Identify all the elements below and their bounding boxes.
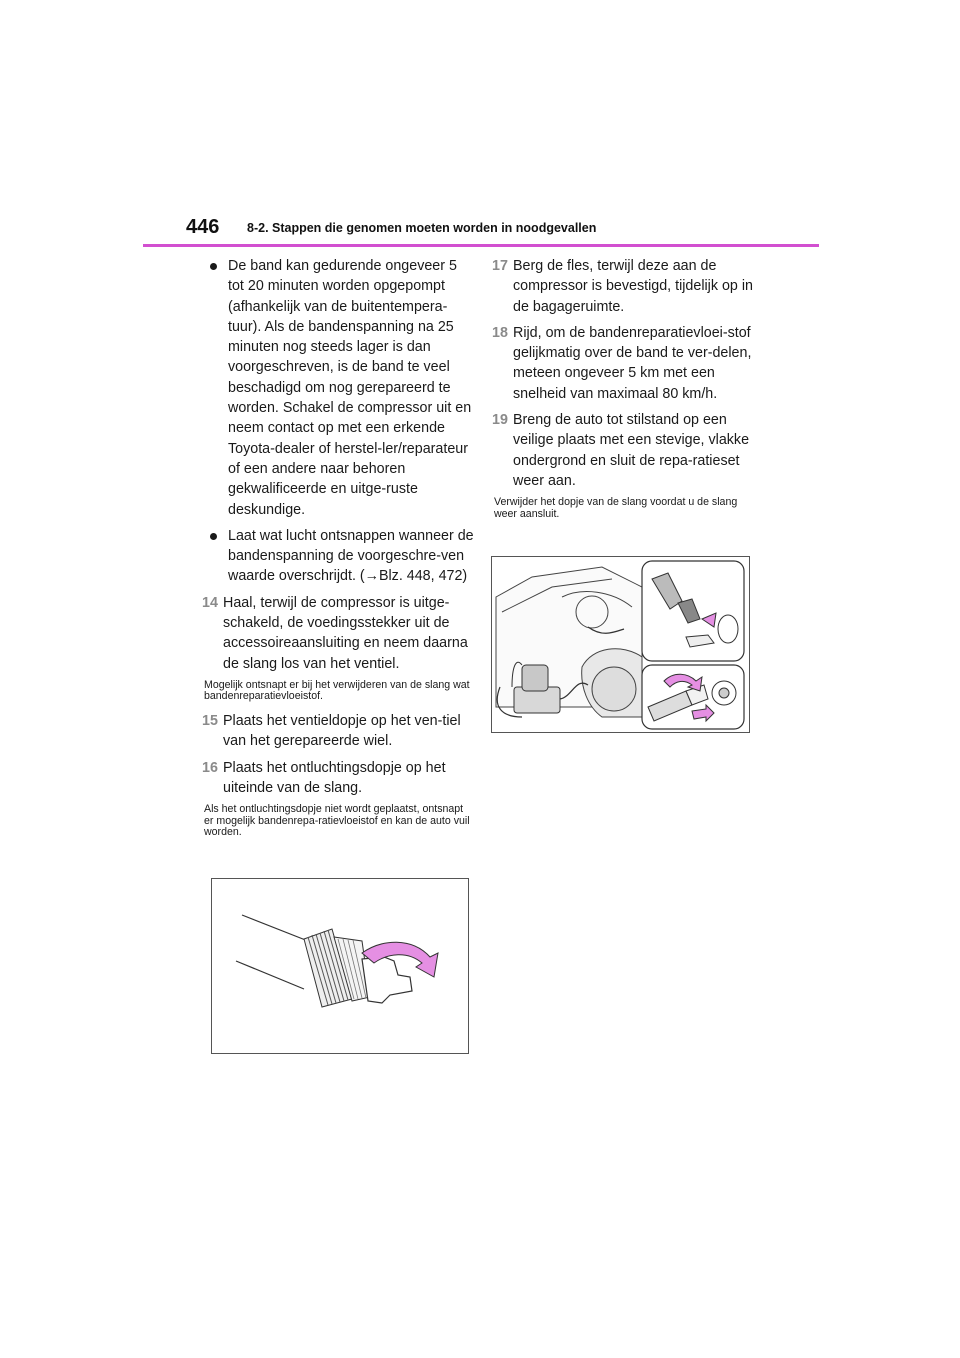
step-text: Berg de fles, terwijl deze aan de compressor is bevestigd, tijdelijk op in de bagageruimte. bbox=[513, 258, 753, 315]
step-text: Plaats het ontluchtingsdopje op het uiteinde van de slang. bbox=[223, 759, 446, 796]
step-15 bbox=[204, 711, 474, 752]
car-compressor-illustration bbox=[491, 556, 750, 733]
bullet-text: Laat wat lucht ontsnappen wanneer de bandenspanning de voorgeschre-ven waarde overschrijdt. (→Blz. 448, 472) bbox=[228, 527, 474, 585]
step-16 bbox=[204, 758, 474, 799]
bullet-item bbox=[204, 256, 474, 520]
section-title: 8-2. Stappen die genomen moeten worden in noodgevallen bbox=[247, 221, 597, 235]
step-number: 17 bbox=[492, 258, 508, 274]
car-compressor-drawing bbox=[492, 557, 749, 732]
step-17 bbox=[494, 256, 756, 317]
step-text: Plaats het ventieldopje op het ven-tiel van het gerepareerde wiel. bbox=[223, 712, 461, 750]
step-number: 19 bbox=[492, 412, 508, 429]
bullet-icon bbox=[210, 533, 217, 540]
step-14-note: Mogelijk ontsnapt er bij het verwijderen van de slang wat bandenreparatievloeistof. bbox=[204, 678, 470, 703]
left-column bbox=[204, 256, 474, 847]
header-rule bbox=[143, 244, 819, 247]
hose-cap-illustration bbox=[211, 878, 469, 1054]
bullet-item bbox=[204, 526, 474, 587]
page-number: 446 bbox=[186, 216, 220, 238]
step-18 bbox=[494, 323, 756, 404]
bullet-icon bbox=[210, 263, 217, 270]
step-14 bbox=[204, 593, 474, 674]
right-column bbox=[494, 256, 756, 528]
step-text: Haal, terwijl de compressor is uitge-schakeld, de voedingsstekker uit de accessoireaansluiting en neem daarna de slang los van het ventiel. bbox=[223, 594, 468, 672]
step-number: 14 bbox=[202, 594, 218, 611]
step-number: 16 bbox=[202, 759, 218, 776]
step-19-note: Verwijder het dopje van de slang voordat u de slang weer aansluit. bbox=[494, 496, 738, 520]
step-number: 18 bbox=[492, 324, 508, 341]
step-number: 15 bbox=[202, 712, 218, 729]
bullet-text: De band kan gedurende ongeveer 5 tot 20 minuten worden opgepompt (afhankelijk van de buitentempera-tuur). Als de bandenspanning na 25 minuten nog steeds lager is dan voorgeschreven, is de band te veel beschadigd om nog gerepareerd te worden. Schakel de compressor uit en neem contact op met een erkende Toyota-dealer of herstel-ler/reparateur of een andere naar behoren gekwalificeerde en uitge-ruste deskundige. bbox=[228, 258, 472, 518]
step-16-note: Als het ontluchtingsdopje niet wordt geplaatst, ontsnapt er mogelijk bandenrepa-ratievloeistof en kan de auto vuil worden. bbox=[204, 803, 470, 839]
step-text: Breng de auto tot stilstand op een veilige plaats met een stevige, vlakke ondergrond en sluit de repa-ratieset weer aan. bbox=[513, 412, 750, 489]
step-text: Rijd, om de bandenreparatievloei-stof gelijkmatig over de band te ver-delen, meteen ongeveer 5 km met een snelheid van maximaal 80 km/h. bbox=[513, 324, 752, 402]
hose-cap-drawing bbox=[212, 879, 468, 1053]
step-19 bbox=[494, 410, 756, 491]
